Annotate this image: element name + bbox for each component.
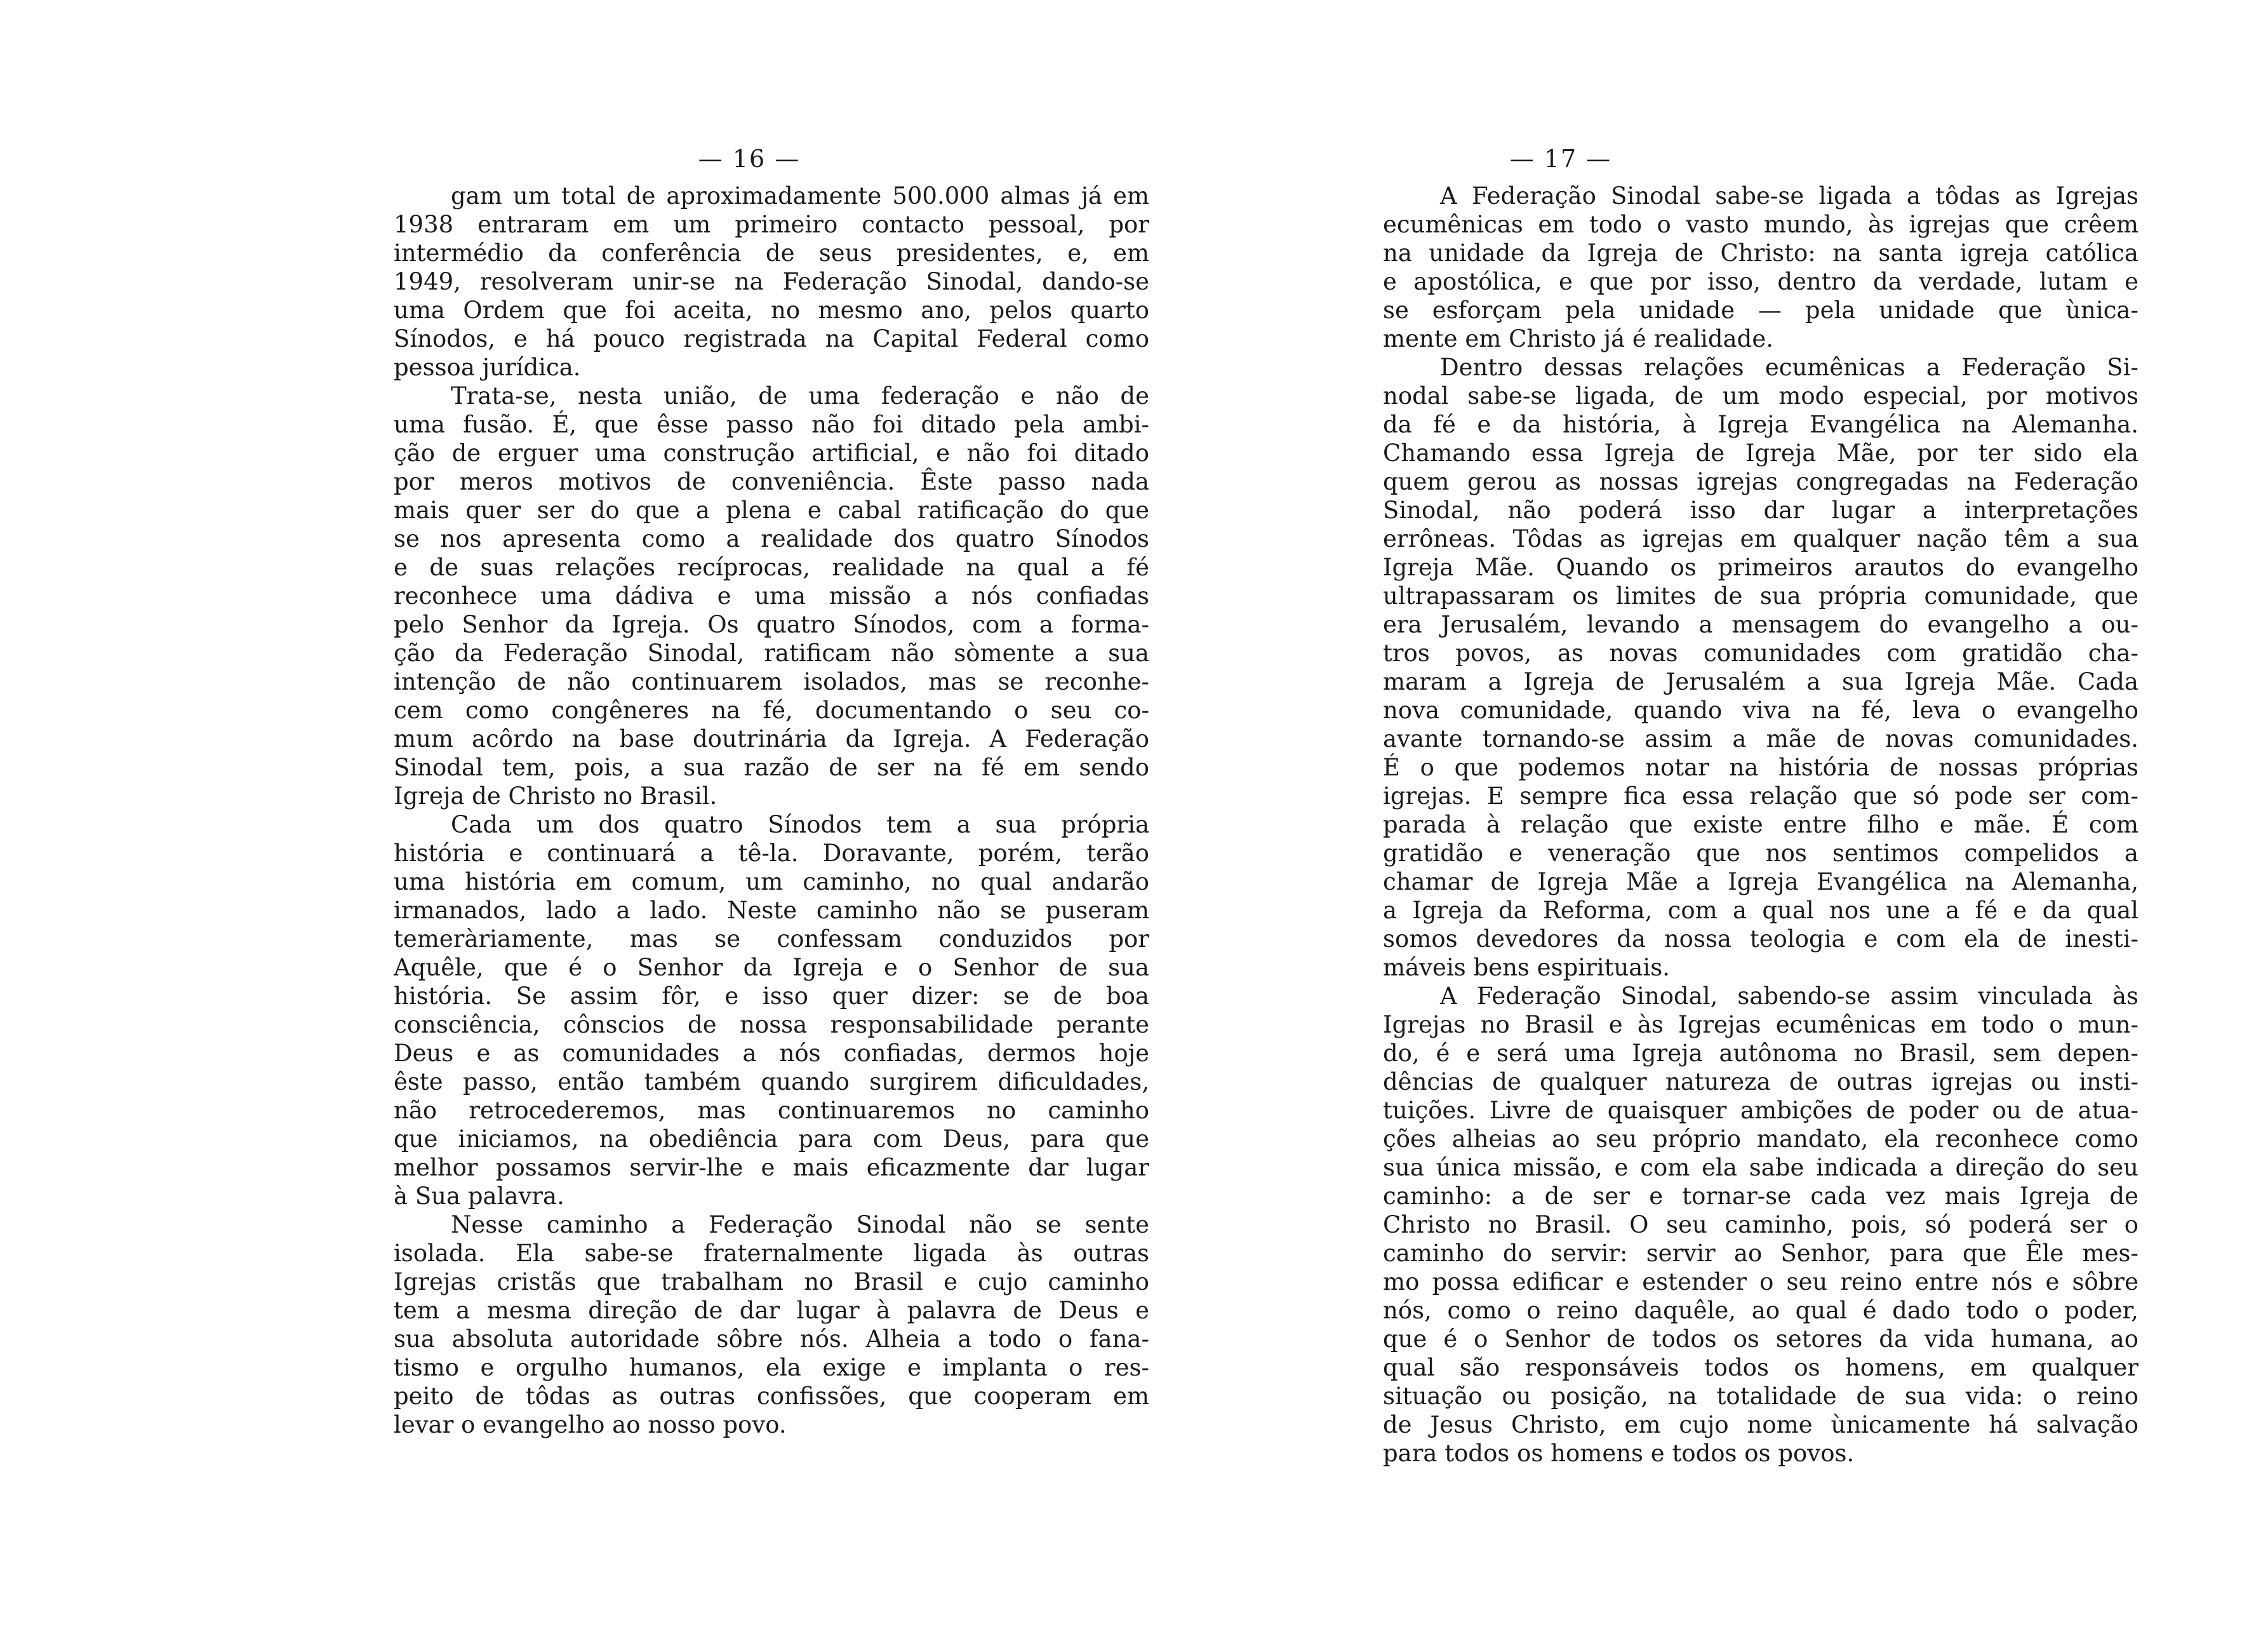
paragraph (394, 182, 1149, 382)
text-line: pelo Senhor da Igreja. Os quatro Sínodos, com a forma- (394, 611, 1149, 638)
text-line: Cada um dos quatro Sínodos tem a sua própria (451, 811, 1149, 838)
page-number-right: — 17 — (1509, 145, 1612, 173)
text-line: se nos apresenta como a realidade dos quatro Sínodos (394, 525, 1149, 552)
text-line: Christo no Brasil. O seu caminho, pois, só poderá ser o (1383, 1211, 2138, 1238)
text-line: temeràriamente, mas se confessam conduzidos por (394, 925, 1149, 953)
text-line: na unidade da Igreja de Christo: na santa igreja católica (1383, 239, 2138, 267)
text-line: intenção de não continuarem isolados, mas se reconhe- (394, 668, 1149, 695)
text-line: Igreja de Christo no Brasil. (394, 782, 717, 810)
text-line: Sínodos, e há pouco registrada na Capital Federal como (394, 325, 1149, 352)
text-line: Igrejas no Brasil e às Igrejas ecumênicas em todo o mun- (1383, 1011, 2138, 1038)
text-line: mo possa edificar e estender o seu reino entre nós e sôbre (1383, 1268, 2138, 1296)
text-line: maram a Igreja de Jerusalém a sua Igreja Mãe. Cada (1383, 668, 2138, 695)
left-page-body (394, 182, 1149, 1439)
text-line: qual são responsáveis todos os homens, em qualquer (1383, 1354, 2138, 1381)
text-line: sua absoluta autoridade sôbre nós. Alheia a todo o fana- (394, 1325, 1149, 1353)
text-line: ultrapassaram os limites de sua própria comunidade, que (1383, 582, 2138, 610)
text-line: peito de tôdas as outras confissões, que cooperam em (394, 1383, 1149, 1410)
text-line: gratidão e veneração que nos sentimos compelidos a (1383, 840, 2138, 867)
text-line: ção de erguer uma construção artificial, e não foi ditado (394, 439, 1149, 467)
text-line: que é o Senhor de todos os setores da vida humana, ao (1383, 1325, 2138, 1353)
text-line: não retrocederemos, mas continuaremos no caminho (394, 1097, 1149, 1124)
text-line: levar o evangelho ao nosso povo. (394, 1411, 787, 1438)
text-line: A Federação Sinodal sabe-se ligada a tôdas as Igrejas (1440, 182, 2138, 210)
text-line: A Federação Sinodal, sabendo-se assim vinculada às (1440, 982, 2138, 1010)
text-line: 1938 entraram em um primeiro contacto pessoal, por (394, 211, 1149, 238)
text-line: ção da Federação Sinodal, ratificam não sòmente a sua (394, 640, 1149, 667)
text-line: uma história em comum, um caminho, no qual andarão (394, 868, 1149, 895)
text-line: Deus e as comunidades a nós confiadas, dermos hoje (394, 1040, 1149, 1067)
text-line: intermédio da conferência de seus presidentes, e, em (394, 239, 1149, 267)
text-line: sua única missão, e com ela sabe indicada a direção do seu (1383, 1154, 2138, 1181)
text-line: Igreja Mãe. Quando os primeiros arautos do evangelho (1383, 554, 2138, 581)
text-line: pessoa jurídica. (394, 354, 581, 381)
text-line: parada à relação que existe entre filho e mãe. É com (1383, 811, 2138, 838)
text-line: consciência, cônscios de nossa responsabilidade perante (394, 1011, 1149, 1038)
text-line: mente em Christo já é realidade. (1383, 325, 1773, 352)
text-line: era Jerusalém, levando a mensagem do evangelho a ou- (1383, 611, 2138, 638)
text-line: mais quer ser do que a plena e cabal ratificação do que (394, 497, 1149, 524)
paragraph (1383, 182, 2138, 353)
text-line: à Sua palavra. (394, 1182, 564, 1210)
text-line: somos devedores da nossa teologia e com ela de inesti- (1383, 925, 2138, 953)
text-line: ções alheias ao seu próprio mandato, ela reconhece como (1383, 1125, 2138, 1153)
text-line: que iniciamos, na obediência para com Deus, para que (394, 1125, 1149, 1153)
text-line: ecumênicas em todo o vasto mundo, às igrejas que crêem (1383, 211, 2138, 238)
right-page-body (1383, 182, 2138, 1468)
text-line: a Igreja da Reforma, com a qual nos une a fé e da qual (1383, 897, 2138, 924)
text-line: máveis bens espirituais. (1383, 954, 1670, 981)
text-line: se esforçam pela unidade — pela unidade que ùnica- (1383, 297, 2138, 324)
text-line: de Jesus Christo, em cujo nome ùnicamente há salvação (1383, 1411, 2138, 1438)
paragraph (394, 382, 1149, 810)
text-line: nova comunidade, quando viva na fé, leva o evangelho (1383, 697, 2138, 724)
text-line: tros povos, as novas comunidades com gratidão cha- (1383, 640, 2138, 667)
text-line: 1949, resolveram unir-se na Federação Sinodal, dando-se (394, 268, 1149, 295)
paragraph (394, 810, 1149, 1210)
text-line: Aquêle, que é o Senhor da Igreja e o Senhor de sua (394, 954, 1149, 981)
text-line: Sinodal tem, pois, a sua razão de ser na fé em sendo (394, 754, 1149, 781)
text-line: Sinodal, não poderá isso dar lugar a interpretações (1383, 497, 2138, 524)
text-line: gam um total de aproximadamente 500.000 almas já em (451, 182, 1149, 210)
text-line: quem gerou as nossas igrejas congregadas na Federação (1383, 468, 2138, 495)
text-line: igrejas. E sempre fica essa relação que só pode ser com- (1383, 782, 2138, 810)
text-line: mum acôrdo na base doutrinária da Igreja. A Federação (394, 725, 1149, 753)
text-line: êste passo, então também quando surgirem dificuldades, (394, 1068, 1149, 1095)
text-line: Igrejas cristãs que trabalham no Brasil e cujo caminho (394, 1268, 1149, 1296)
paragraph (1383, 982, 2138, 1468)
text-line: e de suas relações recíprocas, realidade na qual a fé (394, 554, 1149, 581)
text-line: tem a mesma direção de dar lugar à palavra de Deus e (394, 1297, 1149, 1324)
text-line: do, é e será uma Igreja autônoma no Brasil, sem depen- (1383, 1040, 2138, 1067)
right-page (1383, 140, 2138, 1468)
text-line: história e continuará a tê-la. Doravante, porém, terão (394, 840, 1149, 867)
text-line: Nesse caminho a Federação Sinodal não se sente (451, 1211, 1149, 1238)
paragraph (1383, 353, 2138, 982)
text-line: reconhece uma dádiva e uma missão a nós confiadas (394, 582, 1149, 610)
text-line: melhor possamos servir-lhe e mais eficazmente dar lugar (394, 1154, 1149, 1181)
text-line: dências de qualquer natureza de outras igrejas ou insti- (1383, 1068, 2138, 1095)
text-line: cem como congêneres na fé, documentando o seu co- (394, 697, 1149, 724)
text-line: para todos os homens e todos os povos. (1383, 1440, 1855, 1467)
text-line: Dentro dessas relações ecumênicas a Federação Si- (1440, 354, 2138, 381)
text-line: irmanados, lado a lado. Neste caminho não se puseram (394, 897, 1149, 924)
page-number-left: — 16 — (698, 145, 801, 173)
text-line: chamar de Igreja Mãe a Igreja Evangélica na Alemanha, (1383, 868, 2138, 895)
text-line: Chamando essa Igreja de Igreja Mãe, por ter sido ela (1383, 439, 2138, 467)
text-line: história. Se assim fôr, e isso quer dizer: se de boa (394, 982, 1149, 1010)
text-line: uma Ordem que foi aceita, no mesmo ano, pelos quarto (394, 297, 1149, 324)
text-line: e apostólica, e que por isso, dentro da verdade, lutam e (1383, 268, 2138, 295)
paragraph (394, 1210, 1149, 1439)
text-line: errôneas. Tôdas as igrejas em qualquer nação têm a sua (1383, 525, 2138, 552)
text-line: por meros motivos de conveniência. Êste passo nada (394, 468, 1149, 495)
text-line: situação ou posição, na totalidade de sua vida: o reino (1383, 1383, 2138, 1410)
text-line: Trata-se, nesta união, de uma federação e não de (451, 382, 1149, 410)
text-line: tismo e orgulho humanos, ela exige e implanta o res- (394, 1354, 1149, 1381)
text-line: nós, como o reino daquêle, ao qual é dado todo o poder, (1383, 1297, 2138, 1324)
text-line: tuições. Livre de quaisquer ambições de poder ou de atua- (1383, 1097, 2138, 1124)
text-line: nodal sabe-se ligada, de um modo especial, por motivos (1383, 382, 2138, 410)
left-page (394, 140, 1149, 1439)
text-line: avante tornando-se assim a mãe de novas comunidades. (1383, 725, 2138, 753)
text-line: caminho do servir: servir ao Senhor, para que Êle mes- (1383, 1240, 2138, 1267)
text-line: isolada. Ela sabe-se fraternalmente ligada às outras (394, 1240, 1149, 1267)
text-line: caminho: a de ser e tornar-se cada vez mais Igreja de (1383, 1182, 2138, 1210)
text-line: É o que podemos notar na história de nossas próprias (1383, 754, 2138, 781)
text-line: uma fusão. É, que êsse passo não foi ditado pela ambi- (394, 411, 1149, 438)
text-line: da fé e da história, à Igreja Evangélica na Alemanha. (1383, 411, 2138, 438)
